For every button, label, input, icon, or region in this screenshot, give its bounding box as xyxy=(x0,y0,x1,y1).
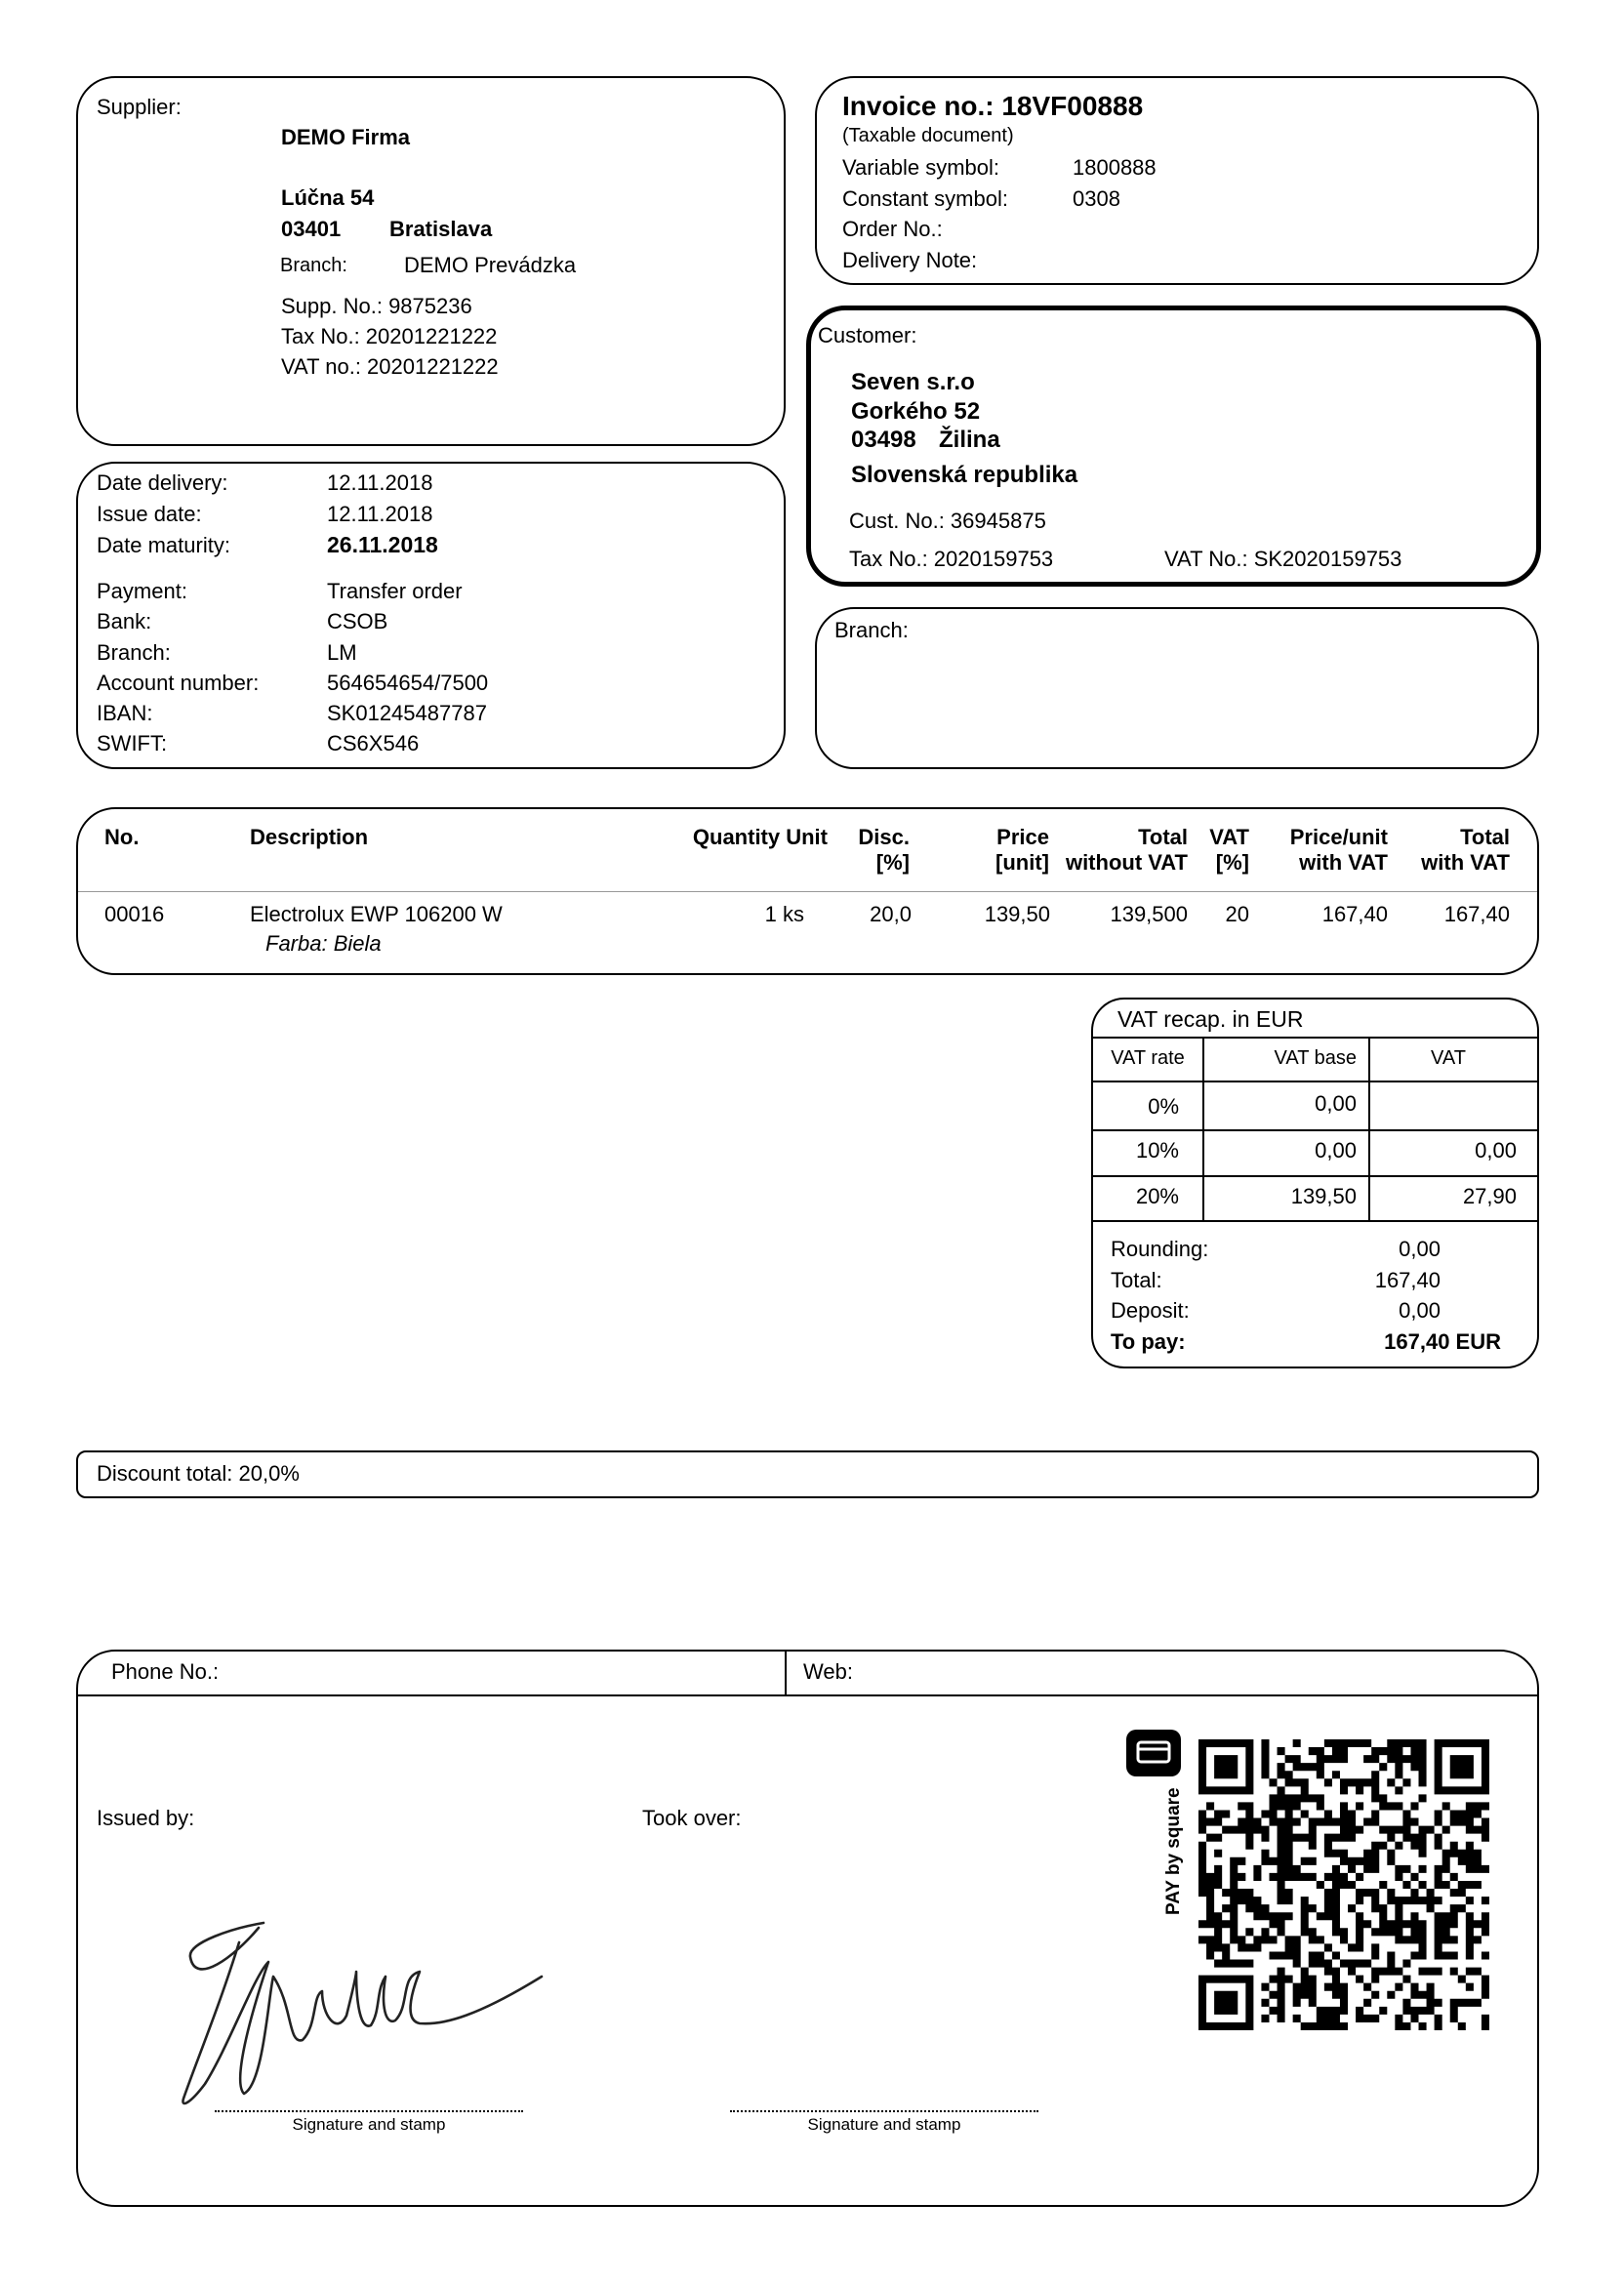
signature-caption-took-over: Signature and stamp xyxy=(807,2115,961,2134)
item-price-vat: 167,40 xyxy=(1321,902,1388,926)
footer-header-line xyxy=(78,1694,1537,1696)
supplier-supp-no: Supp. No.: 9875236 xyxy=(281,294,472,318)
iban-label: IBAN: xyxy=(97,701,153,725)
customer-tax-no: Tax No.: 2020159753 xyxy=(849,547,1054,571)
deposit-value: 0,00 xyxy=(1399,1298,1441,1323)
signature-image xyxy=(176,1918,547,2113)
col-total-sub: without VAT xyxy=(1065,850,1188,875)
item-discount: 20,0 xyxy=(870,902,912,926)
bank-branch-label: Branch: xyxy=(97,640,171,665)
payment-label: Payment: xyxy=(97,579,187,603)
vat-recap-line xyxy=(1093,1081,1537,1082)
vat-rate-header: VAT rate xyxy=(1111,1047,1185,1069)
to-pay-value: 167,40 EUR xyxy=(1384,1329,1501,1354)
supplier-vat-no: VAT no.: 20201221222 xyxy=(281,354,499,379)
item-vat: 20 xyxy=(1225,902,1249,926)
supplier-street: Lúčna 54 xyxy=(281,185,375,210)
footer-header-divider xyxy=(785,1652,787,1695)
account-number-label: Account number: xyxy=(97,671,260,695)
variable-symbol-label: Variable symbol: xyxy=(842,155,999,180)
customer-street: Gorkého 52 xyxy=(851,398,981,425)
supplier-label: Supplier: xyxy=(97,95,182,119)
variable-symbol: 1800888 xyxy=(1073,155,1157,180)
col-price-vat-sub: with VAT xyxy=(1299,850,1388,875)
supplier-zip: 03401 xyxy=(281,217,342,241)
customer-country: Slovenská republika xyxy=(851,462,1078,488)
vat-recap-line xyxy=(1093,1037,1537,1039)
total-value: 167,40 xyxy=(1374,1268,1441,1292)
customer-zip: 03498 xyxy=(851,427,916,453)
item-description: Electrolux EWP 106200 W xyxy=(250,902,503,926)
col-disc-unit: [%] xyxy=(875,850,910,875)
constant-symbol-label: Constant symbol: xyxy=(842,186,1008,211)
invoice-title: Invoice no.: 18VF00888 xyxy=(842,91,1144,121)
col-total-vat-header: Total xyxy=(1460,825,1510,849)
item-note: Farba: Biela xyxy=(265,931,382,956)
customer-vat-no: VAT No.: SK2020159753 xyxy=(1164,547,1402,571)
bank-branch: LM xyxy=(327,640,357,665)
col-total-vat-sub: with VAT xyxy=(1421,850,1510,875)
supplier-branch: DEMO Prevádzka xyxy=(404,253,577,277)
vat-amount: 0,00 xyxy=(1475,1138,1517,1163)
vat-base-header: VAT base xyxy=(1274,1047,1357,1069)
invoice-subtitle: (Taxable document) xyxy=(842,125,1014,146)
swift-value: CS6X546 xyxy=(327,731,420,755)
phone-label: Phone No.: xyxy=(111,1659,220,1684)
vat-recap-line xyxy=(1093,1220,1537,1222)
issue-date-label: Issue date: xyxy=(97,502,202,526)
order-no-label: Order No.: xyxy=(842,217,943,241)
col-vat-unit: [%] xyxy=(1215,850,1249,875)
supplier-city: Bratislava xyxy=(389,217,493,241)
supplier-tax-no: Tax No.: 20201221222 xyxy=(281,324,498,348)
rounding-label: Rounding: xyxy=(1111,1237,1209,1261)
branch-box-label: Branch: xyxy=(834,618,909,642)
item-price: 139,50 xyxy=(984,902,1050,926)
payment-qr-code xyxy=(1198,1739,1489,2030)
customer-label: Customer: xyxy=(818,323,917,347)
discount-total: Discount total: 20,0% xyxy=(97,1461,300,1486)
bank-label: Bank: xyxy=(97,609,152,633)
delivery-date-label: Date delivery: xyxy=(97,470,228,495)
vat-rate: 10% xyxy=(1135,1138,1179,1163)
col-total-header: Total xyxy=(1138,825,1188,849)
branch-box xyxy=(815,607,1539,769)
vat-rate: 0% xyxy=(1148,1094,1179,1119)
col-vat-header: VAT xyxy=(1209,825,1249,849)
vat-base: 0,00 xyxy=(1315,1091,1357,1116)
iban-value: SK01245487787 xyxy=(327,701,487,725)
web-label: Web: xyxy=(803,1659,853,1684)
issued-by-label: Issued by: xyxy=(97,1806,195,1830)
vat-recap-title: VAT recap. in EUR xyxy=(1117,1006,1304,1032)
supplier-branch-label: Branch: xyxy=(280,255,347,276)
swift-label: SWIFT: xyxy=(97,731,168,755)
item-quantity: 1 ks xyxy=(764,902,804,926)
col-disc-header: Disc. xyxy=(858,825,910,849)
customer-name: Seven s.r.o xyxy=(851,369,975,395)
delivery-date: 12.11.2018 xyxy=(327,470,433,495)
bank-value: CSOB xyxy=(327,609,388,633)
vat-base: 0,00 xyxy=(1315,1138,1357,1163)
maturity-date: 26.11.2018 xyxy=(327,532,438,557)
pay-by-square-card-icon xyxy=(1126,1730,1181,1776)
vat-base: 139,50 xyxy=(1290,1184,1357,1208)
total-label: Total: xyxy=(1111,1268,1162,1292)
vat-recap-line xyxy=(1093,1175,1537,1177)
account-number: 564654654/7500 xyxy=(327,671,489,695)
vat-rate: 20% xyxy=(1135,1184,1179,1208)
payment-method: Transfer order xyxy=(327,579,463,603)
vat-recap-line xyxy=(1093,1129,1537,1131)
signature-caption-issued: Signature and stamp xyxy=(292,2115,446,2134)
item-total-vat: 167,40 xyxy=(1443,902,1510,926)
item-no: 00016 xyxy=(104,902,165,926)
supplier-name: DEMO Firma xyxy=(281,125,411,149)
item-total: 139,500 xyxy=(1110,902,1188,926)
vat-header: VAT xyxy=(1431,1047,1466,1069)
constant-symbol: 0308 xyxy=(1073,186,1120,211)
col-price-header: Price xyxy=(996,825,1049,849)
col-quantity-header: Quantity Unit xyxy=(692,825,828,849)
issue-date: 12.11.2018 xyxy=(327,502,433,526)
maturity-date-label: Date maturity: xyxy=(97,533,230,557)
to-pay-label: To pay: xyxy=(1111,1329,1186,1354)
col-price-vat-header: Price/unit xyxy=(1289,825,1388,849)
delivery-note-label: Delivery Note: xyxy=(842,248,978,272)
deposit-label: Deposit: xyxy=(1111,1298,1190,1323)
items-header-divider xyxy=(78,891,1537,892)
customer-cust-no: Cust. No.: 36945875 xyxy=(849,509,1046,533)
took-over-label: Took over: xyxy=(642,1806,742,1830)
col-description-header: Description xyxy=(250,825,369,849)
pay-by-square-label: PAY by square xyxy=(1163,1787,1184,1915)
customer-city: Žilina xyxy=(939,427,1000,453)
col-price-unit: [unit] xyxy=(995,850,1049,875)
rounding-value: 0,00 xyxy=(1399,1237,1441,1261)
col-no-header: No. xyxy=(104,825,140,849)
vat-amount: 27,90 xyxy=(1462,1184,1517,1208)
